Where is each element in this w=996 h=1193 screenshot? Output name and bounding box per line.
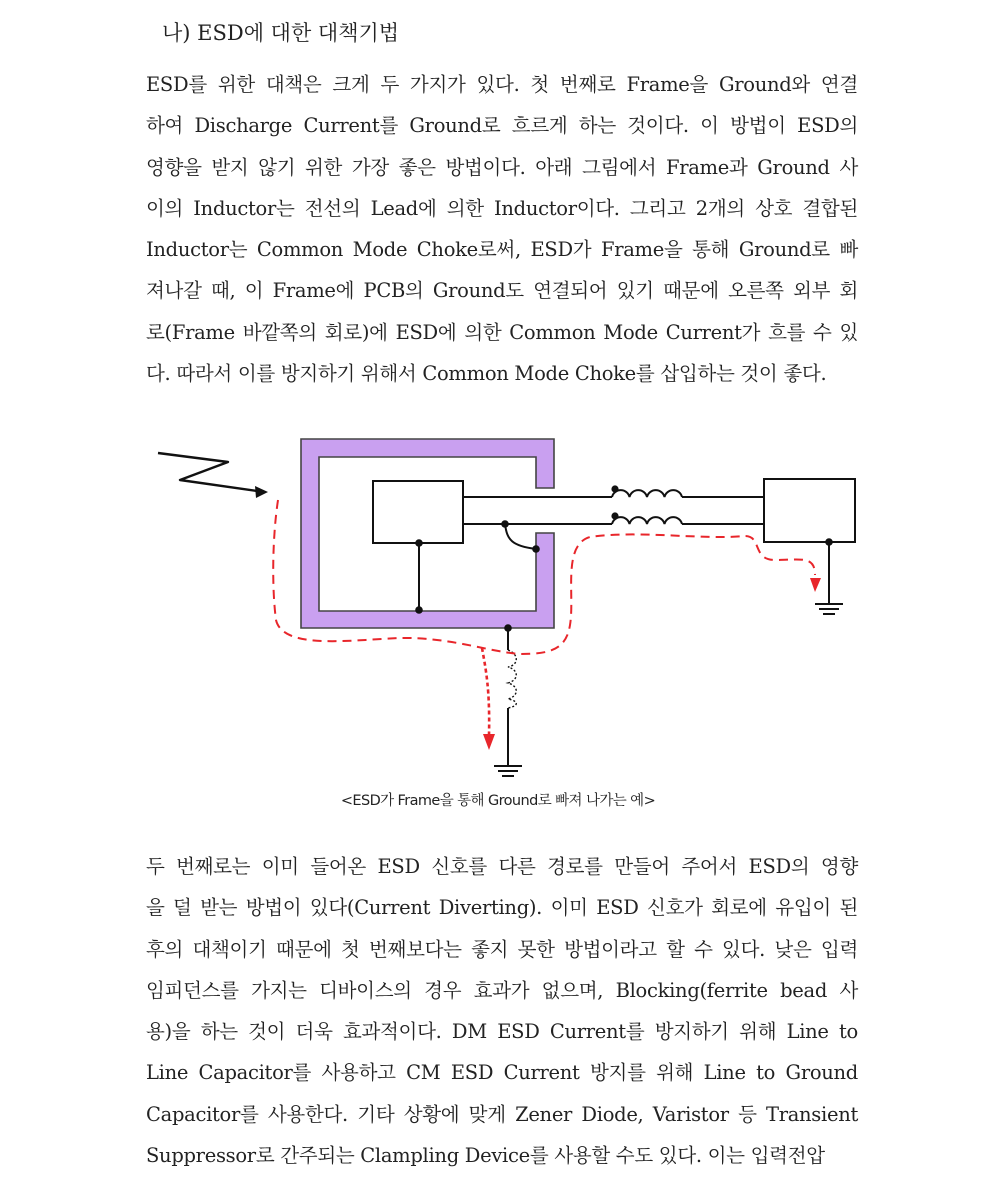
paragraph-line: 을 덜 받는 방법이 있다(Current Diverting). 이미 ESD 신호가 회로에 유입이 된	[146, 896, 858, 920]
paragraph-1	[146, 64, 858, 394]
choke-dot	[611, 485, 618, 492]
external-circuit-box	[764, 479, 855, 542]
paragraph-line: 용)을 하는 것이 더욱 효과적이다. DM ESD Current를 방지하기 위해 Line to	[146, 1020, 858, 1044]
junction-dot	[504, 624, 512, 632]
paragraph-line: Line Capacitor를 사용하고 CM ESD Current 방지를 위해 Line to Ground	[146, 1061, 858, 1085]
paragraph-line: 두 번째로는 이미 들어온 ESD 신호를 다른 경로를 만들어 주어서 ESD의 영향	[146, 855, 858, 878]
esd-lightning-icon	[158, 453, 264, 492]
esd-path-arrowhead	[810, 578, 821, 592]
paragraph-line: 져나갈 때, 이 Frame에 PCB의 Ground도 연결되어 있기 때문에 오른쪽 외부 회	[146, 279, 858, 303]
ground-icon	[494, 766, 522, 776]
junction-dot	[532, 545, 540, 553]
paragraph-line: 로(Frame 바깥쪽의 회로)에 ESD에 의한 Common Mode Current가 흐를 수 있	[146, 320, 858, 344]
frame-jumper-wire	[505, 524, 536, 549]
choke-coil-top	[612, 490, 682, 497]
figure-caption: <ESD가 Frame을 통해 Ground로 빠져 나가는 예>	[340, 793, 656, 809]
paragraph-line: 하여 Discharge Current를 Ground로 흐르게 하는 것이다. 이 방법이 ESD의	[146, 114, 858, 138]
lead-inductor	[508, 650, 516, 708]
choke-dot	[611, 512, 618, 519]
choke-coil-bottom	[612, 517, 682, 524]
pcb-circuit-box	[373, 481, 463, 543]
paragraph-line: Inductor는 Common Mode Choke로써, ESD가 Frame을 통해 Ground로 빠	[146, 238, 858, 262]
paragraph-line: 영향을 받지 않기 위한 가장 좋은 방법이다. 아래 그림에서 Frame과 Ground 사	[146, 155, 858, 179]
paragraph-line: 다. 따라서 이를 방지하기 위해서 Common Mode Choke를 삽입하는 것이 좋다.	[146, 362, 827, 386]
paragraph-line: ESD를 위한 대책은 크게 두 가지가 있다. 첫 번째로 Frame을 Ground와 연결	[146, 73, 858, 96]
junction-dot	[825, 538, 833, 546]
ground-icon	[815, 604, 843, 614]
paragraph-line: 후의 대책이기 때문에 첫 번째보다는 좋지 못한 방법이라고 할 수 있다. 낮은 입력	[146, 937, 858, 961]
paragraph-line: 이의 Inductor는 전선의 Lead에 의한 Inductor이다. 그리고 2개의 상호 결합된	[146, 196, 858, 220]
paragraph-2	[146, 846, 858, 1176]
paragraph-line: Suppressor로 간주되는 Clampling Device를 사용할 수도 있다. 이는 입력전압	[146, 1144, 825, 1168]
paragraph-line: Capacitor를 사용한다. 기타 상황에 맞게 Zener Diode, Varistor 등 Transient	[146, 1102, 858, 1126]
section-heading: 나) ESD에 대한 대책기법	[162, 21, 400, 45]
junction-dot	[415, 539, 423, 547]
esd-circuit-figure	[150, 430, 870, 780]
esd-arrowhead	[255, 486, 268, 498]
paragraph-line: 임피던스를 가지는 디바이스의 경우 효과가 없으며, Blocking(ferrite bead 사	[146, 978, 858, 1002]
esd-ground-path	[482, 648, 489, 735]
esd-path-arrowhead	[483, 734, 495, 750]
junction-dot	[415, 606, 423, 614]
